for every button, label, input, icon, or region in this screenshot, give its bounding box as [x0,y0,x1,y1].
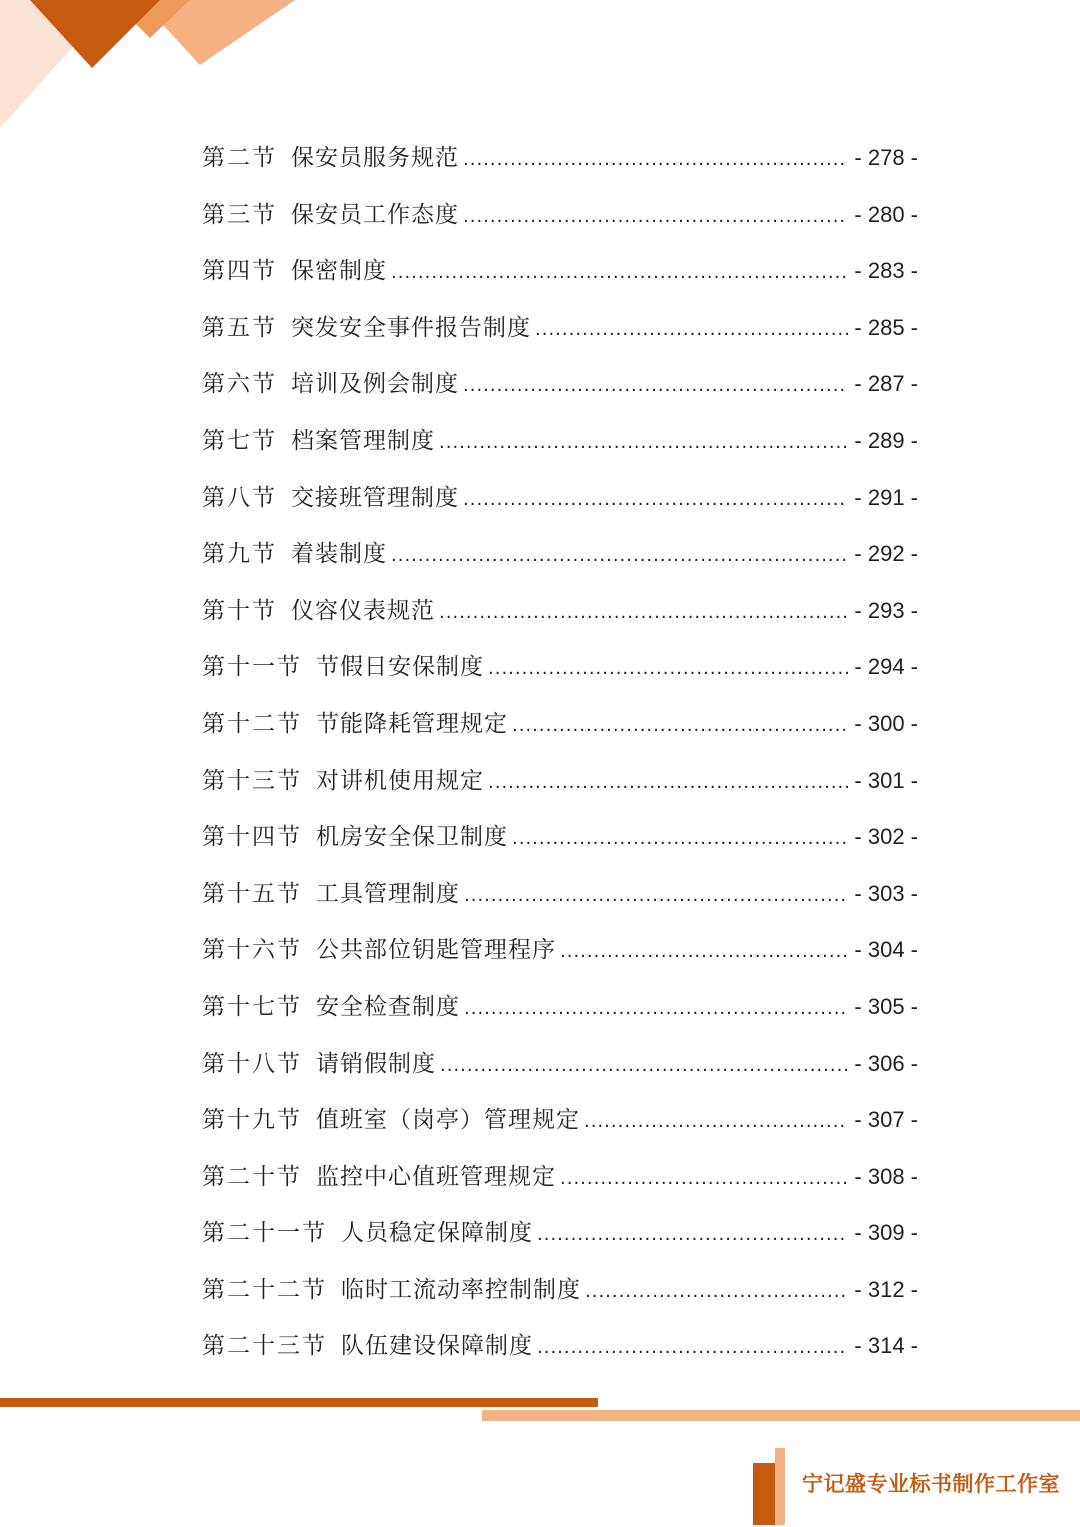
toc-leader-dots [560,1151,848,1208]
toc-leader-dots [585,1264,848,1321]
toc-section-number: 第十二节 [202,710,302,737]
table-of-contents [202,130,918,1375]
toc-title: 对讲机使用规定 [316,767,484,794]
toc-page-number: - 304 - [854,937,918,963]
toc-entry[interactable] [202,979,918,1036]
toc-section-number: 第十四节 [202,824,302,851]
toc-entry[interactable] [202,583,918,640]
toc-entry[interactable] [202,1092,918,1149]
toc-title: 仪容仪表规范 [291,597,435,624]
toc-entry[interactable] [202,696,918,753]
toc-page-number: - 306 - [854,1050,918,1076]
toc-leader-dots [488,641,848,698]
toc-title: 工具管理制度 [316,880,460,907]
toc-page-number: - 301 - [854,767,918,793]
toc-title: 档案管理制度 [291,427,435,454]
toc-title: 人员稳定保障制度 [341,1220,533,1247]
toc-title: 值班室（岗亭）管理规定 [316,1107,580,1134]
toc-leader-dots [584,1094,848,1151]
toc-title: 请销假制度 [316,1050,436,1077]
toc-section-number: 第五节 [202,314,277,341]
toc-title: 节能降耗管理规定 [316,710,508,737]
toc-page-number: - 312 - [854,1276,918,1302]
toc-leader-dots [391,245,848,302]
toc-entry[interactable] [202,1149,918,1206]
toc-section-number: 第十三节 [202,767,302,794]
toc-section-number: 第十七节 [202,993,302,1020]
toc-section-number: 第十六节 [202,937,302,964]
toc-title: 机房安全保卫制度 [316,824,508,851]
toc-entry[interactable] [202,1262,918,1319]
toc-page-number: - 300 - [854,710,918,736]
toc-page-number: - 302 - [854,824,918,850]
toc-leader-dots [463,189,848,246]
toc-section-number: 第十节 [202,597,277,624]
toc-entry[interactable] [202,753,918,810]
toc-section-number: 第十九节 [202,1107,302,1134]
toc-section-number: 第四节 [202,258,277,285]
toc-leader-dots [535,302,848,359]
toc-title: 突发安全事件报告制度 [291,314,531,341]
toc-entry[interactable] [202,470,918,527]
toc-page-number: - 308 - [854,1163,918,1189]
toc-entry[interactable] [202,809,918,866]
toc-page-number: - 283 - [854,258,918,284]
toc-page-number: - 294 - [854,654,918,680]
corner-decoration [0,0,300,140]
toc-page-number: - 314 - [854,1333,918,1359]
toc-title: 节假日安保制度 [316,654,484,681]
toc-entry[interactable] [202,1036,918,1093]
toc-leader-dots [488,755,848,812]
toc-title: 交接班管理制度 [291,484,459,511]
toc-entry[interactable] [202,866,918,923]
toc-page-number: - 293 - [854,597,918,623]
toc-entry[interactable] [202,243,918,300]
toc-leader-dots [537,1320,848,1377]
toc-leader-dots [512,811,848,868]
toc-entry[interactable] [202,187,918,244]
toc-entry[interactable] [202,130,918,187]
footer-brand [0,1440,1080,1527]
toc-section-number: 第二节 [202,145,277,171]
toc-title: 着装制度 [291,541,387,568]
toc-page-number: - 309 - [854,1220,918,1246]
toc-section-number: 第八节 [202,484,277,511]
toc-title: 临时工流动率控制制度 [341,1276,581,1303]
toc-leader-dots [439,585,848,642]
toc-leader-dots [560,924,848,981]
toc-section-number: 第二十节 [202,1163,302,1190]
toc-section-number: 第七节 [202,427,277,454]
toc-page-number: - 287 - [854,371,918,397]
brand-mark-dark [753,1463,775,1525]
toc-title: 保安员服务规范 [291,145,459,171]
toc-section-number: 第三节 [202,201,277,228]
toc-leader-dots [463,472,848,529]
toc-page-number: - 307 - [854,1107,918,1133]
brand-name: 宁记盛专业标书制作工作室 [802,1472,1060,1496]
toc-section-number: 第二十一节 [202,1220,327,1247]
footer-divider-light [482,1410,1080,1421]
toc-section-number: 第二十二节 [202,1276,327,1303]
toc-leader-dots [463,358,848,415]
toc-page-number: - 303 - [854,880,918,906]
toc-entry[interactable] [202,356,918,413]
toc-title: 保安员工作态度 [291,201,459,228]
toc-leader-dots [440,1038,848,1095]
toc-section-number: 第十一节 [202,654,302,681]
toc-title: 公共部位钥匙管理程序 [316,937,556,964]
toc-page-number: - 278 - [854,145,918,170]
toc-page-number: - 289 - [854,427,918,453]
toc-leader-dots [512,698,848,755]
toc-page-number: - 285 - [854,314,918,340]
toc-page-number: - 305 - [854,993,918,1019]
toc-entry[interactable] [202,1205,918,1262]
toc-leader-dots [463,132,848,189]
toc-title: 队伍建设保障制度 [341,1333,533,1360]
toc-leader-dots [391,528,848,585]
toc-entry[interactable] [202,526,918,583]
toc-leader-dots [464,981,848,1038]
toc-section-number: 第十五节 [202,880,302,907]
brand-mark-light [775,1448,785,1525]
toc-page-number: - 292 - [854,541,918,567]
toc-entry[interactable] [202,300,918,357]
toc-entry[interactable] [202,1318,918,1375]
toc-entry[interactable] [202,639,918,696]
toc-title: 培训及例会制度 [291,371,459,398]
toc-page-number: - 280 - [854,201,918,227]
toc-section-number: 第十八节 [202,1050,302,1077]
toc-leader-dots [537,1207,848,1264]
toc-title: 安全检查制度 [316,993,460,1020]
toc-section-number: 第六节 [202,371,277,398]
toc-leader-dots [439,415,848,472]
toc-section-number: 第九节 [202,541,277,568]
toc-title: 监控中心值班管理规定 [316,1163,556,1190]
toc-title: 保密制度 [291,258,387,285]
toc-entry[interactable] [202,922,918,979]
toc-entry[interactable] [202,413,918,470]
footer-divider-dark [0,1398,598,1407]
toc-section-number: 第二十三节 [202,1333,327,1360]
toc-leader-dots [464,868,848,925]
toc-page-number: - 291 - [854,484,918,510]
